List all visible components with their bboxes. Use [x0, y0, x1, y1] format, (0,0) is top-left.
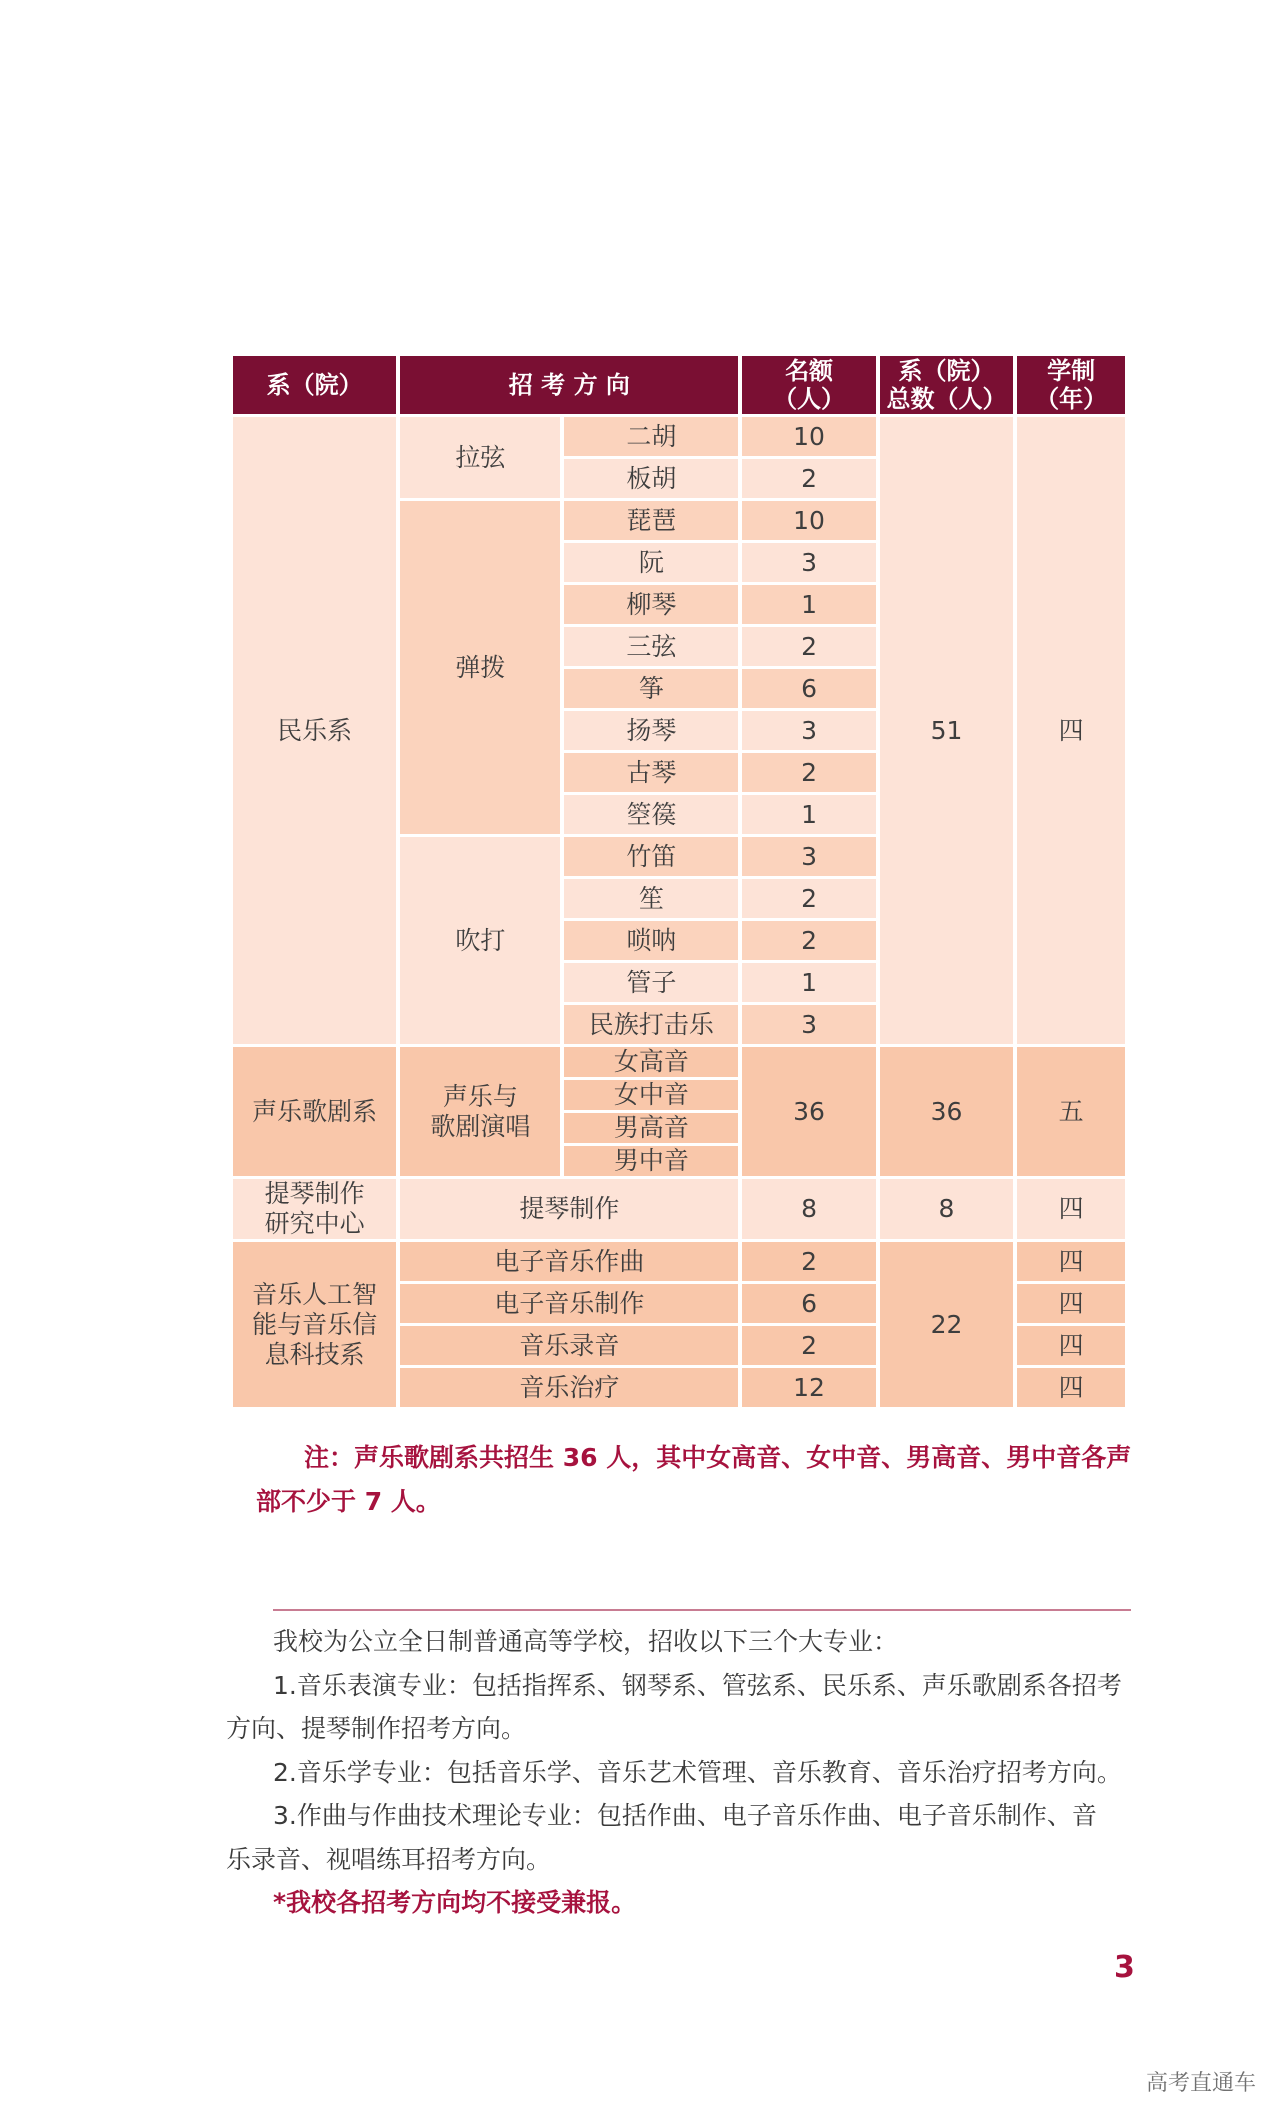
enrollment-table — [229, 353, 1129, 1410]
paragraph-2: 2.音乐学专业：包括音乐学、音乐艺术管理、音乐教育、音乐治疗招考方向。 — [273, 1757, 1122, 1787]
dept-total-cell: 8 — [880, 1179, 1013, 1239]
instrument-cell: 二胡 — [564, 417, 738, 456]
dept-cell: 音乐人工智 能与音乐信 息科技系 — [233, 1242, 396, 1407]
direction-cell: 提琴制作 — [400, 1179, 738, 1239]
dept-cell: 声乐歌剧系 — [233, 1047, 396, 1176]
instrument-cell: 筝 — [564, 669, 738, 708]
note-line-2: 部不少于 7 人。 — [256, 1487, 441, 1516]
voice-cell: 男中音 — [564, 1146, 738, 1176]
instrument-cell: 三弦 — [564, 627, 738, 666]
quota-cell: 8 — [742, 1179, 875, 1239]
quota-cell: 2 — [742, 1326, 875, 1365]
quota-cell: 3 — [742, 1005, 875, 1044]
quota-cell: 3 — [742, 837, 875, 876]
table-row — [233, 1242, 1125, 1281]
quota-cell: 10 — [742, 501, 875, 540]
paragraph-3-line-2: 乐录音、视唱练耳招考方向。 — [226, 1844, 552, 1874]
quota-cell: 3 — [742, 711, 875, 750]
header-direction: 招 考 方 向 — [400, 356, 738, 414]
quota-cell: 1 — [742, 963, 875, 1002]
quota-cell: 6 — [742, 669, 875, 708]
years-cell: 四 — [1017, 1242, 1125, 1281]
instrument-cell: 板胡 — [564, 459, 738, 498]
quota-cell: 1 — [742, 795, 875, 834]
dept-total-cell: 36 — [880, 1047, 1013, 1176]
quota-cell: 1 — [742, 585, 875, 624]
instrument-cell: 古琴 — [564, 753, 738, 792]
table-row — [233, 1179, 1125, 1239]
quota-cell: 2 — [742, 921, 875, 960]
years-cell: 四 — [1017, 1326, 1125, 1365]
group-cell: 拉弦 — [400, 417, 560, 498]
divider — [273, 1609, 1131, 1611]
table-header-row — [233, 356, 1125, 414]
dept-total-cell: 22 — [880, 1242, 1013, 1407]
quota-cell: 2 — [742, 1242, 875, 1281]
quota-cell: 36 — [742, 1047, 875, 1176]
note-line-1: 注：声乐歌剧系共招生 36 人，其中女高音、女中音、男高音、男中音各声 — [304, 1443, 1132, 1472]
direction-cell: 音乐录音 — [400, 1326, 738, 1365]
watermark: 高考直通车 — [1146, 2071, 1257, 2096]
instrument-cell: 笙 — [564, 879, 738, 918]
dept-total-cell: 51 — [880, 417, 1013, 1044]
direction-cell: 电子音乐制作 — [400, 1284, 738, 1323]
direction-cell: 声乐与 歌剧演唱 — [400, 1047, 560, 1176]
table-note — [256, 1436, 1136, 1524]
header-quota: 名额 （人） — [742, 356, 875, 414]
instrument-cell: 阮 — [564, 543, 738, 582]
quota-cell: 2 — [742, 879, 875, 918]
quota-cell: 2 — [742, 627, 875, 666]
header-dept-total: 系（院） 总数（人） — [880, 356, 1013, 414]
instrument-cell: 民族打击乐 — [564, 1005, 738, 1044]
header-years: 学制 （年） — [1017, 356, 1125, 414]
dept-cell: 提琴制作 研究中心 — [233, 1179, 396, 1239]
instrument-cell: 竹笛 — [564, 837, 738, 876]
table-row — [233, 1047, 1125, 1077]
group-cell: 吹打 — [400, 837, 560, 1044]
page-number: 3 — [1114, 1950, 1135, 1985]
dept-cell: 民乐系 — [233, 417, 396, 1044]
direction-cell: 电子音乐作曲 — [400, 1242, 738, 1281]
body-text — [226, 1620, 1136, 1925]
quota-cell: 2 — [742, 459, 875, 498]
quota-cell: 10 — [742, 417, 875, 456]
table-row — [233, 417, 1125, 456]
paragraph-3-line-1: 3.作曲与作曲技术理论专业：包括作曲、电子音乐作曲、电子音乐制作、音 — [273, 1801, 1097, 1830]
instrument-cell: 扬琴 — [564, 711, 738, 750]
instrument-cell: 柳琴 — [564, 585, 738, 624]
years-cell: 四 — [1017, 1284, 1125, 1323]
years-cell: 四 — [1017, 1368, 1125, 1407]
quota-cell: 2 — [742, 753, 875, 792]
paragraph-1-line-1: 1.音乐表演专业：包括指挥系、钢琴系、管弦系、民乐系、声乐歌剧系各招考 — [273, 1670, 1122, 1700]
instrument-cell: 琵琶 — [564, 501, 738, 540]
voice-cell: 女中音 — [564, 1080, 738, 1110]
years-cell: 四 — [1017, 1179, 1125, 1239]
group-cell: 弹拨 — [400, 501, 560, 834]
header-dept: 系（院） — [233, 356, 396, 414]
instrument-cell: 唢呐 — [564, 921, 738, 960]
instrument-cell: 箜篌 — [564, 795, 738, 834]
voice-cell: 女高音 — [564, 1047, 738, 1077]
intro-paragraph: 我校为公立全日制普通高等学校，招收以下三个大专业： — [273, 1627, 899, 1656]
years-cell: 五 — [1017, 1047, 1125, 1176]
quota-cell: 12 — [742, 1368, 875, 1407]
years-cell: 四 — [1017, 417, 1125, 1044]
warning-text: *我校各招考方向均不接受兼报。 — [273, 1888, 637, 1917]
paragraph-1-line-2: 方向、提琴制作招考方向。 — [226, 1714, 527, 1743]
voice-cell: 男高音 — [564, 1113, 738, 1143]
quota-cell: 6 — [742, 1284, 875, 1323]
quota-cell: 3 — [742, 543, 875, 582]
instrument-cell: 管子 — [564, 963, 738, 1002]
direction-cell: 音乐治疗 — [400, 1368, 738, 1407]
